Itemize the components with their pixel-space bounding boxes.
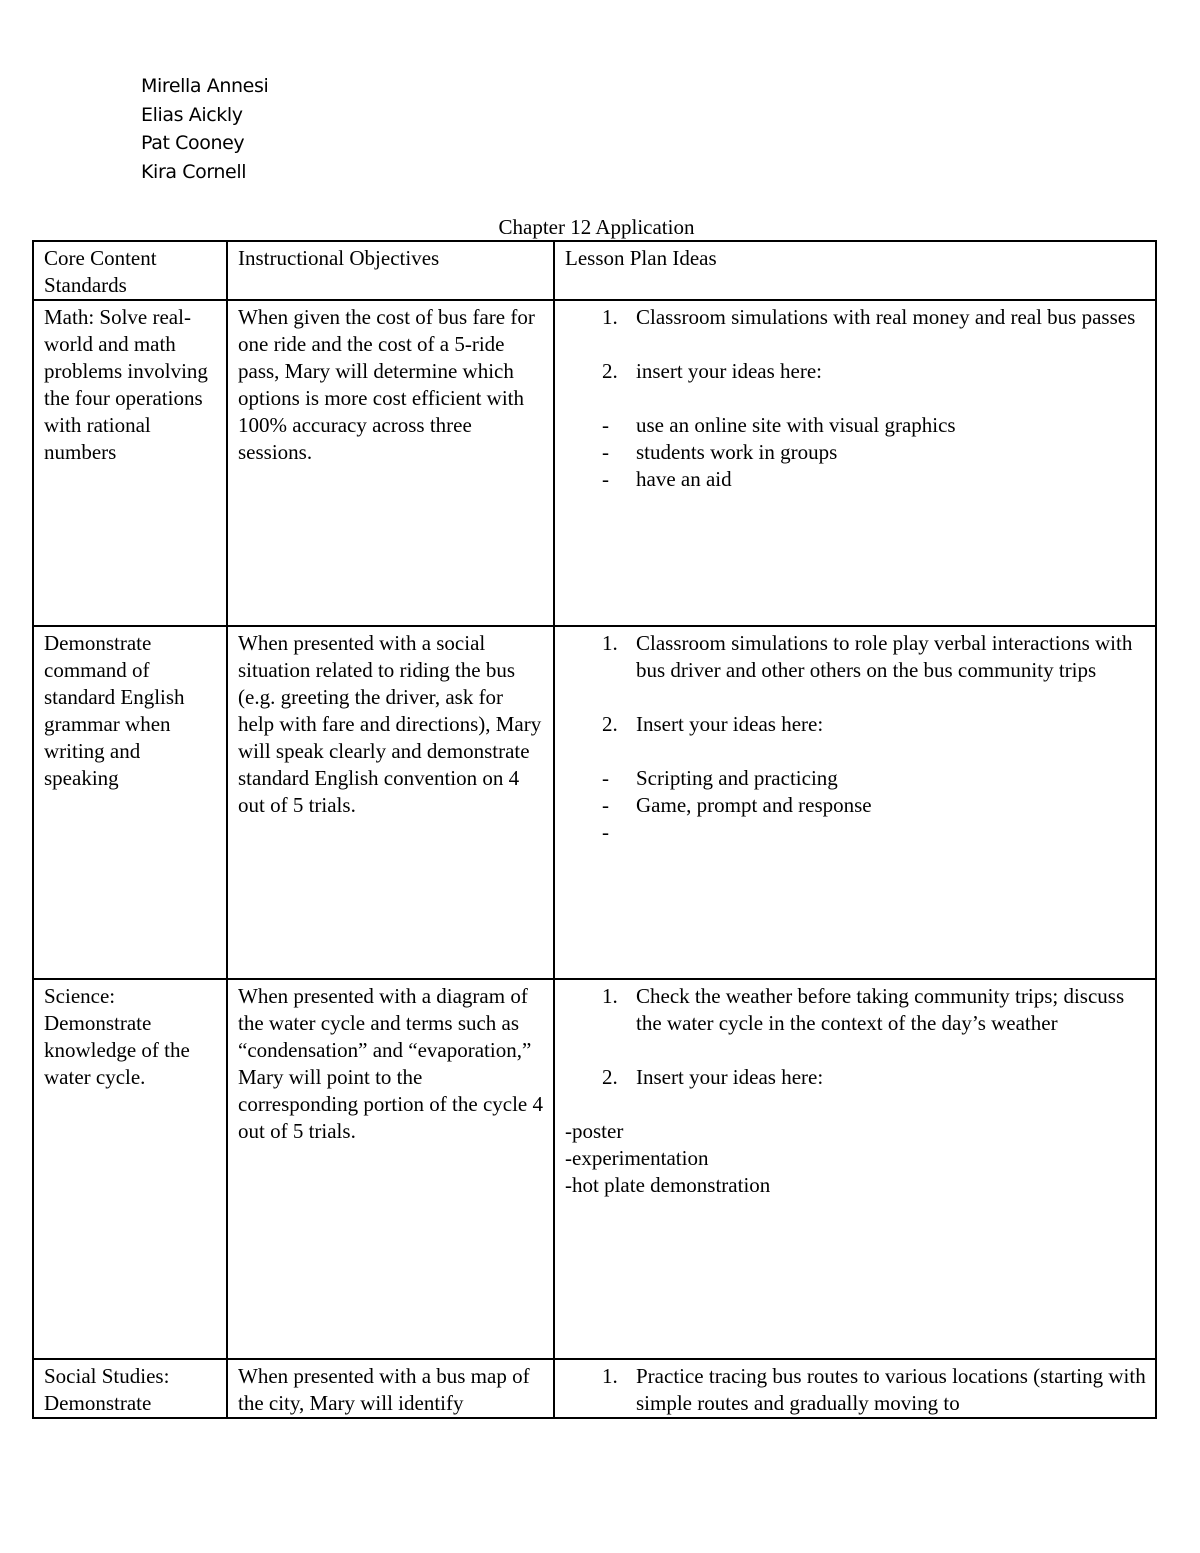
ideas-cell: [554, 979, 1156, 1359]
idea-item: 1. Classroom simulations to role play verbal interactions with bus driver and other others on the bus community trips: [602, 631, 1133, 682]
extra-idea: -experimentation: [565, 1146, 709, 1170]
extra-idea: -hot plate demonstration: [565, 1173, 771, 1197]
idea-item: 1. Check the weather before taking community trips; discuss the water cycle in the context of the day’s weather: [602, 984, 1125, 1035]
idea-item: 1. Classroom simulations with real money and real bus passes: [602, 305, 1136, 329]
standard-cell: Science: Demonstrate knowledge of the water cycle.: [33, 979, 227, 1359]
table-row: [33, 1359, 1156, 1418]
objective-cell: When presented with a bus map of the city, Mary will identify: [227, 1359, 554, 1418]
document-title: Chapter 12 Application: [498, 215, 695, 239]
ideas-cell: [554, 1359, 1156, 1418]
extra-idea: - Game, prompt and response: [602, 793, 872, 817]
ideas-cell: [554, 626, 1156, 979]
idea-item: 1. Practice tracing bus routes to various locations (starting with simple routes and gradually moving to: [602, 1364, 1146, 1415]
standard-cell: Social Studies: Demonstrate: [33, 1359, 227, 1418]
idea-item: 2. Insert your ideas here:: [602, 1065, 824, 1089]
header-standards: Core Content Standards: [33, 241, 227, 300]
extra-idea: - students work in groups: [602, 440, 838, 464]
objective-cell: When presented with a diagram of the water cycle and terms such as “condensation” and “evaporation,” Mary will point to the corresponding portion of the cycle 4 out of 5 trials.: [227, 979, 554, 1359]
table-header-row: [33, 241, 1156, 300]
table-row: [33, 626, 1156, 979]
extra-idea: - use an online site with visual graphics: [602, 413, 956, 437]
extra-idea: -poster: [565, 1119, 624, 1143]
objective-cell: When presented with a social situation related to riding the bus (e.g. greeting the driver, ask for help with fare and directions), Mary will speak clearly and demonstrate standard English convention on 4 out of 5 trials.: [227, 626, 554, 979]
header-objectives: Instructional Objectives: [227, 241, 554, 300]
standard-cell: Demonstrate command of standard English grammar when writing and speaking: [33, 626, 227, 979]
lesson-plan-table: [32, 240, 1157, 1419]
idea-item: 2. Insert your ideas here:: [602, 712, 824, 736]
table-row: [33, 979, 1156, 1359]
header-ideas: Lesson Plan Ideas: [554, 241, 1156, 300]
idea-item: 2. insert your ideas here:: [602, 359, 823, 383]
extra-idea: - Scripting and practicing: [602, 766, 838, 790]
author-name: Mirella Annesi: [141, 75, 269, 97]
extra-idea: - have an aid: [602, 467, 732, 491]
author-name: Kira Cornell: [141, 160, 247, 183]
author-name: Pat Cooney: [141, 132, 245, 154]
author-list: [141, 72, 268, 186]
extra-idea: -: [602, 820, 609, 844]
objective-cell: When given the cost of bus fare for one ride and the cost of a 5-ride pass, Mary will determine which options is more cost efficient with 100% accuracy across three sessions.: [227, 300, 554, 626]
standard-cell: Math: Solve real-world and math problems involving the four operations with rational numbers: [33, 300, 227, 626]
ideas-cell: [554, 300, 1156, 626]
table-row: [33, 300, 1156, 626]
author-name: Elias Aickly: [141, 103, 243, 126]
